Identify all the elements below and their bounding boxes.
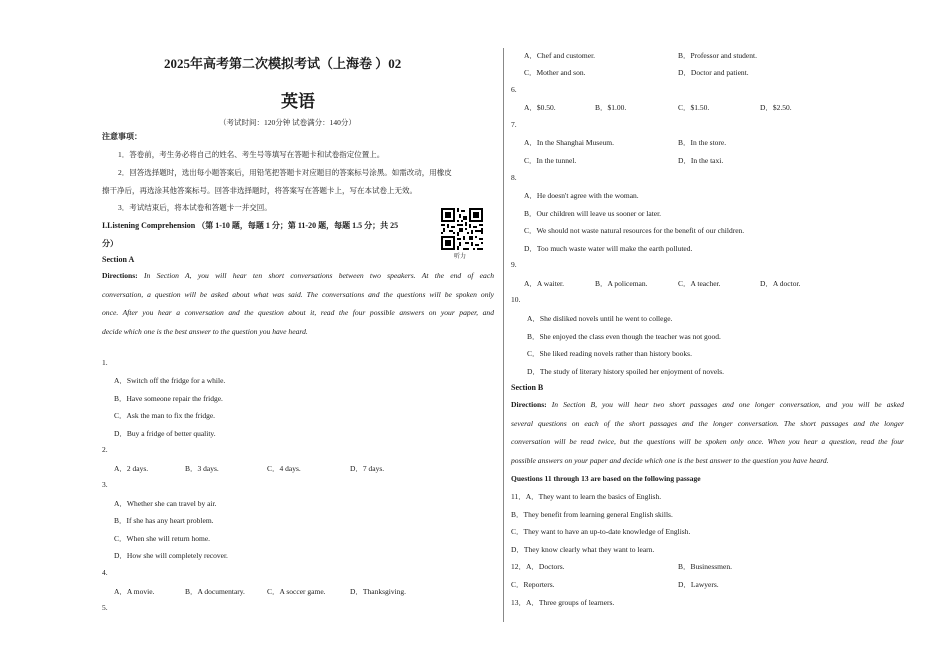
answer-option[interactable]: C．We should not waste natural resources for the benefit of our children. bbox=[524, 226, 745, 235]
directions-text: conversation will be read twice, but the questions will be spoken only once. When you hear a question, read the four bbox=[511, 437, 904, 447]
answer-option[interactable]: A．He doesn't agree with the woman. bbox=[524, 191, 639, 200]
column-divider bbox=[503, 48, 504, 622]
question-number: 8. bbox=[511, 173, 517, 182]
answer-option[interactable]: D．A doctor. bbox=[760, 279, 801, 288]
answer-option[interactable]: B．A documentary. bbox=[185, 587, 245, 596]
directions-text: decide which one is the best answer to the question you have heard. bbox=[102, 326, 308, 336]
answer-option[interactable]: D．In the taxi. bbox=[678, 156, 724, 165]
answer-option[interactable]: B．If she has any heart problem. bbox=[114, 516, 214, 525]
answer-option[interactable]: C．Ask the man to fix the fridge. bbox=[114, 411, 216, 420]
notes-heading: 注意事项： bbox=[102, 132, 142, 141]
directions-text: several questions on each of the short passages and the longer conversation. The short passages and the longer bbox=[511, 418, 904, 428]
answer-option[interactable]: B．In the store. bbox=[678, 138, 727, 147]
answer-option[interactable]: C．4 days. bbox=[267, 464, 301, 473]
listening-qr-code[interactable] bbox=[441, 208, 483, 250]
answer-option[interactable]: D．How she will completely recover. bbox=[114, 551, 228, 560]
question-number: 4. bbox=[102, 568, 108, 577]
answer-option[interactable]: D．$2.50. bbox=[760, 103, 792, 112]
answer-option[interactable]: B．Our children will leave us sooner or later. bbox=[524, 209, 662, 218]
section-b-directions bbox=[511, 396, 904, 470]
answer-option[interactable]: D．The study of literary history spoiled her enjoyment of novels. bbox=[527, 367, 725, 376]
section-a-directions bbox=[102, 267, 494, 341]
answer-option[interactable]: C．In the tunnel. bbox=[524, 156, 577, 165]
note-item: 2．回答选择题时，选出每小题答案后，用铅笔把答题卡对应题目的答案标号涂黑。如需改动，用橡皮 bbox=[118, 168, 452, 177]
question-number: 10. bbox=[511, 295, 521, 304]
section-a-title: Section A bbox=[102, 255, 135, 264]
answer-option[interactable]: C．Reporters. bbox=[511, 580, 555, 589]
directions-label: Directions: bbox=[511, 400, 547, 409]
answer-option[interactable]: D．They know clearly what they want to learn. bbox=[511, 545, 655, 554]
answer-option[interactable]: D．Doctor and patient. bbox=[678, 68, 749, 77]
directions-text: In Section B, you will hear two short passages and one longer conversation, and you will be asked bbox=[551, 400, 904, 409]
answer-option[interactable]: C．They want to have an up-to-date knowledge of English. bbox=[511, 527, 691, 536]
answer-option[interactable]: D．Thanksgiving. bbox=[350, 587, 407, 596]
answer-option[interactable]: B．They benefit from learning general English skills. bbox=[511, 510, 673, 519]
answer-option[interactable]: A．In the Shanghai Museum. bbox=[524, 138, 614, 147]
question-number: 6. bbox=[511, 85, 517, 94]
directions-label: Directions: bbox=[102, 271, 138, 280]
passage-heading: Questions 11 through 13 are based on the following passage bbox=[511, 474, 701, 483]
answer-option[interactable]: A．Switch off the fridge for a while. bbox=[114, 376, 226, 385]
answer-option[interactable]: B．She enjoyed the class even though the teacher was not good. bbox=[527, 332, 721, 341]
answer-option[interactable]: B．Have someone repair the fridge. bbox=[114, 394, 223, 403]
answer-option[interactable]: A．A movie. bbox=[114, 587, 155, 596]
question-number: 1. bbox=[102, 358, 108, 367]
qr-label: 听力 bbox=[454, 254, 467, 260]
answer-option[interactable]: A．$0.50. bbox=[524, 103, 556, 112]
answer-option[interactable]: C．A soccer game. bbox=[267, 587, 326, 596]
exam-info: （考试时间：120分钟 试卷满分：140分） bbox=[219, 118, 356, 127]
answer-option[interactable]: D．Too much waste water will make the earth polluted. bbox=[524, 244, 693, 253]
question-number: 2. bbox=[102, 445, 108, 454]
answer-option[interactable]: A．Whether she can travel by air. bbox=[114, 499, 217, 508]
answer-option[interactable]: C．When she will return home. bbox=[114, 534, 211, 543]
directions-text: In Section A, you will hear ten short conversations between two speakers. At the end of each bbox=[143, 271, 494, 280]
answer-option[interactable]: C．Mother and son. bbox=[524, 68, 586, 77]
answer-option[interactable]: D．Buy a fridge of better quality. bbox=[114, 429, 216, 438]
answer-option[interactable]: A．She disliked novels until he went to college. bbox=[527, 314, 673, 323]
answer-option[interactable]: B．A policeman. bbox=[595, 279, 648, 288]
question-number: 5. bbox=[102, 603, 108, 612]
part1-heading: I.Listening Comprehension （第 1-10 题，每题 1 分；第 11-20 题，每题 1.5 分；共 25 bbox=[102, 221, 399, 230]
note-item: 擦干净后，再选涂其他答案标号。回答非选择题时，将答案写在答题卡上，写在本试卷上无效。 bbox=[102, 186, 417, 195]
directions-text: conversation, a question will be asked about what was said. The conversations and the questions will be spoken only bbox=[102, 289, 494, 299]
answer-option[interactable]: C．A teacher. bbox=[678, 279, 721, 288]
exam-title: 2025年高考第二次模拟考试（上海卷 ）02 bbox=[164, 56, 402, 71]
answer-option[interactable]: 12．A．Doctors. bbox=[511, 562, 565, 571]
part1-heading-cont: 分） bbox=[102, 239, 118, 248]
question-number: 9. bbox=[511, 260, 517, 269]
note-item: 3．考试结束后，将本试卷和答题卡一并交回。 bbox=[118, 203, 272, 212]
directions-text: possible answers on your paper and decide which one is the best answer to the question you have heard. bbox=[511, 455, 829, 465]
answer-option[interactable]: B．Professor and student. bbox=[678, 51, 757, 60]
section-b-title: Section B bbox=[511, 383, 544, 392]
subject-title: 英语 bbox=[281, 92, 315, 111]
answer-option[interactable]: A．Chef and customer. bbox=[524, 51, 596, 60]
directions-text: once. After you hear a conversation and the question about it, read the four possible answers on your paper, and bbox=[102, 308, 494, 318]
answer-option[interactable]: 11．A．They want to learn the basics of English. bbox=[511, 492, 662, 501]
answer-option[interactable]: A．2 days. bbox=[114, 464, 149, 473]
answer-option[interactable]: A．A waiter. bbox=[524, 279, 564, 288]
answer-option[interactable]: B．3 days. bbox=[185, 464, 219, 473]
answer-option[interactable]: C．$1.50. bbox=[678, 103, 710, 112]
question-number: 3. bbox=[102, 480, 108, 489]
question-number: 7. bbox=[511, 120, 517, 129]
answer-option[interactable]: C．She liked reading novels rather than history books. bbox=[527, 349, 692, 358]
answer-option[interactable]: D．Lawyers. bbox=[678, 580, 719, 589]
answer-option[interactable]: B．Businessmen. bbox=[678, 562, 732, 571]
note-item: 1．答卷前，考生务必将自己的姓名、考生号等填写在答题卡和试卷指定位置上。 bbox=[118, 150, 385, 159]
answer-option[interactable]: D．7 days. bbox=[350, 464, 385, 473]
answer-option[interactable]: B．$1.00. bbox=[595, 103, 627, 112]
answer-option[interactable]: 13．A．Three groups of learners. bbox=[511, 598, 615, 607]
